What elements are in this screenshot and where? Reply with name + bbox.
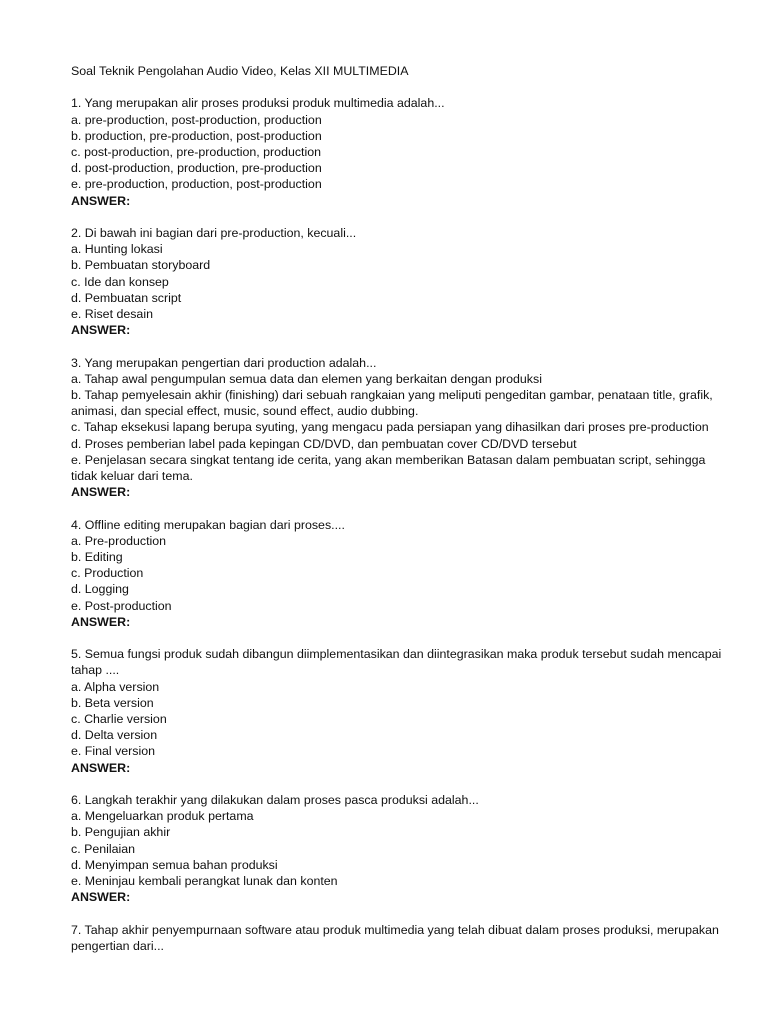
- answer-label: ANSWER:: [71, 485, 131, 500]
- option-a: a. Pre-production: [71, 533, 167, 548]
- option-e: e. Meninjau kembali perangkat lunak dan konten: [71, 874, 338, 889]
- question-2: [71, 225, 728, 338]
- option-c: c. Ide dan konsep: [71, 274, 169, 289]
- answer-label: ANSWER:: [71, 193, 131, 208]
- option-e: e. Penjelasan secara singkat tentang ide cerita, yang akan memberikan Batasan dalam pembuatan script, sehingga tidak keluar dari tema.: [71, 452, 706, 484]
- question-text: 3. Yang merupakan pengertian dari production adalah...: [71, 355, 377, 370]
- answer-label: ANSWER:: [71, 890, 131, 905]
- option-a: a. Hunting lokasi: [71, 242, 163, 257]
- options-list: [71, 679, 728, 760]
- question-text: 4. Offline editing merupakan bagian dari proses....: [71, 517, 345, 532]
- option-c: c. Penilaian: [71, 841, 136, 856]
- question-7: [71, 922, 728, 954]
- options-list: [71, 808, 728, 889]
- option-b: b. Pembuatan storyboard: [71, 258, 211, 273]
- document-title: Soal Teknik Pengolahan Audio Video, Kelas XII MULTIMEDIA: [71, 64, 409, 78]
- option-d: d. Delta version: [71, 728, 158, 743]
- question-3: [71, 355, 728, 501]
- option-d: d. Pembuatan script: [71, 290, 182, 305]
- option-d: d. Proses pemberian label pada kepingan CD/DVD, dan pembuatan cover CD/DVD tersebut: [71, 436, 577, 451]
- question-4: [71, 517, 728, 630]
- options-list: [71, 112, 728, 193]
- answer-label: ANSWER:: [71, 323, 131, 338]
- option-e: e. Final version: [71, 744, 156, 759]
- question-1: [71, 95, 728, 208]
- option-e: e. Post-production: [71, 598, 172, 613]
- option-b: b. Editing: [71, 550, 123, 565]
- answer-label: ANSWER:: [71, 614, 131, 629]
- option-b: b. production, pre-production, post-production: [71, 128, 322, 143]
- option-a: a. Alpha version: [71, 679, 160, 694]
- option-d: d. Menyimpan semua bahan produksi: [71, 857, 278, 872]
- question-6: [71, 792, 728, 905]
- question-text: 5. Semua fungsi produk sudah dibangun diimplementasikan dan diintegrasikan maka produk tersebut sudah mencapai tahap ....: [71, 647, 722, 678]
- option-b: b. Pengujian akhir: [71, 825, 171, 840]
- option-a: a. Mengeluarkan produk pertama: [71, 809, 254, 824]
- option-b: b. Beta version: [71, 695, 154, 710]
- question-text: 6. Langkah terakhir yang dilakukan dalam proses pasca produksi adalah...: [71, 793, 479, 808]
- option-e: e. pre-production, production, post-production: [71, 177, 322, 192]
- question-5: [71, 646, 728, 776]
- option-c: c. Production: [71, 566, 144, 581]
- option-d: d. post-production, production, pre-production: [71, 161, 322, 176]
- option-b: b. Tahap pemyelesain akhir (finishing) dari sebuah rangkaian yang meliputi pengeditan gambar, penataan title, grafik, animasi, dan special effect, music, sound effect, audio dubbing.: [71, 388, 713, 419]
- question-text: 7. Tahap akhir penyempurnaan software atau produk multimedia yang telah dibuat dalam proses produksi, merupakan pengertian dari...: [71, 922, 719, 953]
- answer-label: ANSWER:: [71, 760, 131, 775]
- option-a: a. Tahap awal pengumpulan semua data dan elemen yang berkaitan dengan produksi: [71, 371, 542, 386]
- option-c: c. Tahap eksekusi lapang berupa syuting, yang mengacu pada persiapan yang dihasilkan dari proses pre-production: [71, 420, 709, 435]
- options-list: [71, 241, 728, 322]
- option-c: c. post-production, pre-production, production: [71, 145, 322, 159]
- option-a: a. pre-production, post-production, production: [71, 112, 322, 127]
- options-list: [71, 371, 728, 484]
- option-d: d. Logging: [71, 582, 129, 597]
- question-text: 2. Di bawah ini bagian dari pre-production, kecuali...: [71, 226, 357, 240]
- options-list: [71, 533, 728, 614]
- question-text: 1. Yang merupakan alir proses produksi produk multimedia adalah...: [71, 96, 445, 111]
- option-c: c. Charlie version: [71, 712, 167, 727]
- option-e: e. Riset desain: [71, 307, 153, 322]
